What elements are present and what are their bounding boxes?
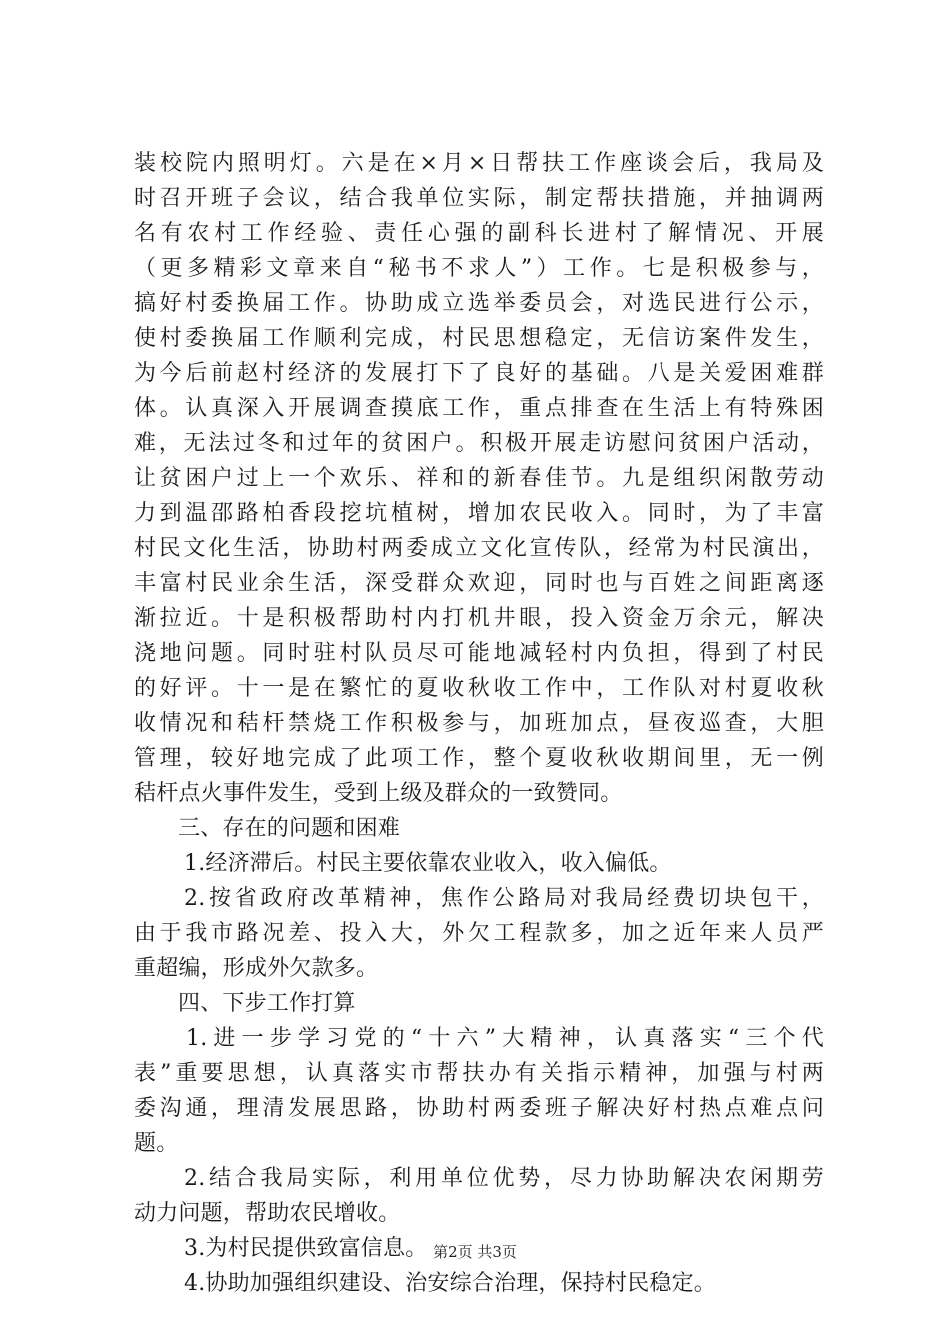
text-line: 名有农村工作经验、责任心强的副科长进村了解情况、开展 xyxy=(134,221,824,246)
list-item: 2.结合我局实际，利用单位优势，尽力协助解决农闲期劳 xyxy=(184,1166,824,1191)
text-line: 由于我市路况差、投入大，外欠工程款多，加之近年来人员严 xyxy=(134,921,824,946)
text-line: 让贫困户过上一个欢乐、祥和的新春佳节。九是组织闲散劳动 xyxy=(134,466,824,491)
list-item: 1.进一步学习党的“十六”大精神，认真落实“三个代 xyxy=(186,1026,824,1051)
section-heading: 四、下步工作打算 xyxy=(178,991,356,1016)
text-line: 为今后前赵村经济的发展打下了良好的基础。八是关爱困难群 xyxy=(134,361,824,386)
text-line: 动力问题，帮助农民增收。 xyxy=(134,1201,401,1226)
list-item: 4.协助加强组织建设、治安综合治理，保持村民稳定。 xyxy=(184,1271,716,1296)
text-line: （更多精彩文章来自“秘书不求人”）工作。七是积极参与， xyxy=(134,256,824,281)
text-line: 表”重要思想，认真落实市帮扶办有关指示精神，加强与村两 xyxy=(134,1061,824,1086)
text-line: 委沟通，理清发展思路，协助村两委班子解决好村热点难点问 xyxy=(134,1096,824,1121)
list-item: 2.按省政府改革精神，焦作公路局对我局经费切块包干， xyxy=(184,886,824,911)
text-line: 重超编，形成外欠款多。 xyxy=(134,956,379,981)
list-item: 1.经济滞后。村民主要依靠农业收入，收入偏低。 xyxy=(184,851,672,876)
text-line: 题。 xyxy=(134,1131,179,1156)
document-body xyxy=(134,146,824,1301)
section-heading: 三、存在的问题和困难 xyxy=(178,816,401,841)
text-line: 装校院内照明灯。六是在×月×日帮扶工作座谈会后，我局及 xyxy=(134,151,824,176)
text-line: 使村委换届工作顺利完成，村民思想稳定，无信访案件发生， xyxy=(134,326,824,351)
text-line: 难，无法过冬和过年的贫困户。积极开展走访慰问贫困户活动， xyxy=(134,431,824,456)
text-line: 秸杆点火事件发生，受到上级及群众的一致赞同。 xyxy=(134,781,623,806)
page-footer: 第2页 共3页 xyxy=(433,1243,517,1261)
text-line: 浇地问题。同时驻村队员尽可能地减轻村内负担，得到了村民 xyxy=(134,641,824,666)
text-line: 收情况和秸杆禁烧工作积极参与，加班加点，昼夜巡查，大胆 xyxy=(134,711,824,736)
list-item: 3.为村民提供致富信息。 xyxy=(184,1236,428,1261)
text-line: 渐拉近。十是积极帮助村内打机井眼，投入资金万余元，解决 xyxy=(134,606,824,631)
text-line: 的好评。十一是在繁忙的夏收秋收工作中，工作队对村夏收秋 xyxy=(134,676,824,701)
text-line: 丰富村民业余生活，深受群众欢迎，同时也与百姓之间距离逐 xyxy=(134,571,824,596)
text-line: 村民文化生活，协助村两委成立文化宣传队，经常为村民演出， xyxy=(134,536,824,561)
text-line: 管理，较好地完成了此项工作，整个夏收秋收期间里，无一例 xyxy=(134,746,824,771)
text-line: 体。认真深入开展调查摸底工作，重点排查在生活上有特殊困 xyxy=(134,396,824,421)
text-line: 力到温邵路柏香段挖坑植树，增加农民收入。同时，为了丰富 xyxy=(134,501,824,526)
text-line: 搞好村委换届工作。协助成立选举委员会，对选民进行公示， xyxy=(134,291,824,316)
text-line: 时召开班子会议，结合我单位实际，制定帮扶措施，并抽调两 xyxy=(134,186,824,211)
